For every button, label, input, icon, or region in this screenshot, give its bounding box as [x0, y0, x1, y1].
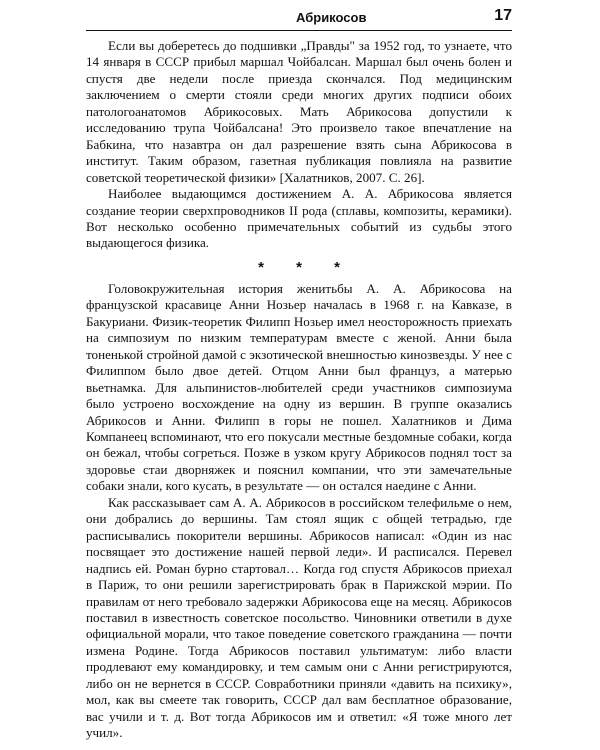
running-header [86, 6, 512, 31]
page-body [86, 38, 512, 742]
paragraph: Как рассказывает сам А. А. Абрикосов в российском телефильме о нем, они добрались до вершины. Там стоял ящик с общей тетрадью, где расписывались покорители вершины. Абрикосов написал: «Один из нас посвящает это достижение нашей первой леди». И расписался. Перевел надпись ей. Роман бурно стартовал… Когда год спустя Абрикосов приехал в Париж, то они решили зарегистрировать брак в Парижской мэрии. По правилам от него требовало задержки Абрикосова еще на месяц. Абрикосов поставил в известность советское посольство. Чиновники ответили в духе официальной морали, что такое поведение советского гражданина — почти измена Родине. Тогда Абрикосов поставил ультиматум: либо власти продлевают ему командировку, и тем самым они с Анни регистрируются, либо он не вернется в СССР. Совработники приняли «давить на психику», мол, как вы смеете так говорить, СССР дал вам бесплатное образование, вас учили и т. д. Вот тогда Абрикосов им и ответил: «Я тоже много лет учил». [86, 494, 512, 741]
running-head-title: Абрикосов [296, 10, 367, 25]
paragraph: Наиболее выдающимся достижением А. А. Абрикосова является создание теории сверхпроводников II рода (сплавы, композиты, керамики). Вот несколько особенно примечательных событий из судьбы этого выдающегося физика. [86, 186, 512, 251]
page-number: 17 [494, 7, 512, 24]
paragraph: Если вы доберетесь до подшивки „Правды" за 1952 год, то узнаете, что 14 января в СССР прибыл маршал Чойбалсан. Маршал был очень болен и спустя две недели после приезда скончался. Под медицинским заключением о смерти стояли среди многих других подписи обоих патологоанатомов Абрикосовых. Мать Абрикосова допустили к исследованию трупа Чойбалсана! Это произвело такое впечатление на Бабкина, что назавтра он дал разрешение взять сына Абрикосова в институт. Таким образом, газетная публикация повлияла на развитие советской теоретической физики» [Халатников, 2007. С. 26]. [86, 38, 512, 185]
paragraph: Головокружительная история женитьбы А. А. Абрикосова на французской красавице Анни Нозьер началась в 1968 г. на Кавказе, в Бакуриани. Физик-теоретик Филипп Нозьер имел неосторожность приехать на симпозиум по низким температурам вместе с женой. Анни была тоненькой стройной дамой с экзотической внешностью кинозвезды. У нее с Филиппом было двое детей. Отцом Анни был француз, а матерью вьетнамка. Для альпинистов-любителей среди участников симпозиума было устроено восхождение на одну из вершин. В группе оказались Абрикосов и Анни. Филипп в горы не пошел. Халатников и Дима Компанеец вспоминают, что его покусали местные бездомные собаки, когда он бежал, чтобы согреться. Позже в узком кругу Абрикосов поднял тост за здоровье стаи дворняжек и пояснил компании, что эти замечательные собаки знали, кого кусать, в результате — он остался наедине с Анни. [86, 280, 512, 494]
section-separator: * * * [258, 258, 354, 276]
